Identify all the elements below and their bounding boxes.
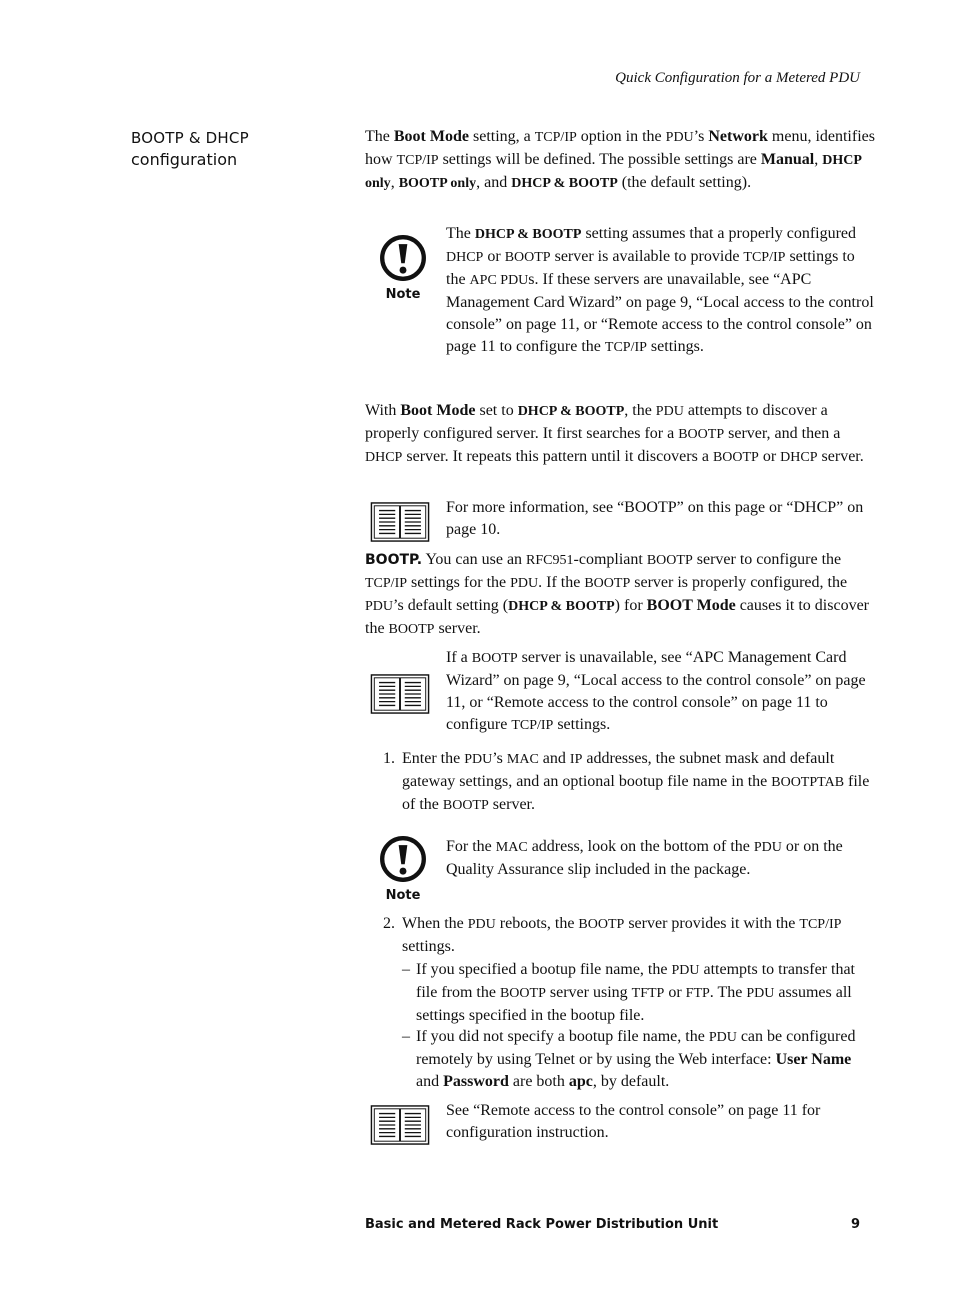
bootp-runin-heading: BOOTP.	[365, 552, 423, 568]
note-label: Note	[385, 287, 421, 302]
note-block-1	[368, 232, 438, 302]
note-text-2: For the MAC address, look on the bottom of the PDU or on the Quality Assurance slip included in the package.	[446, 838, 843, 878]
reference-text-2: If a BOOTP server is unavailable, see “APC Management Card Wizard” on page 9, “Local access to the control console” on page 11, or “Remote access to the control console” on page 11 to configure TCP/IP settings.	[446, 649, 866, 733]
bootp-paragraph: BOOTP. You can use an RFC951-compliant BOOTP server to configure the TCP/IP settings for the PDU. If the BOOTP server is properly configured, the PDU’s default setting (DHCP & BOOTP) for BOOT Mode causes it to discover the BOOTP server.	[365, 551, 869, 637]
book-reference-block-3	[370, 1105, 430, 1150]
sub-bullet-dash-2: –	[402, 1028, 410, 1045]
footer-title: Basic and Metered Rack Power Distribution Unit	[365, 1217, 719, 1232]
step-number-1: 1.	[383, 750, 395, 767]
reference-text-3: See “Remote access to the control console” on page 11 for configuration instruction.	[446, 1102, 821, 1141]
book-reference-icon	[370, 502, 430, 542]
sub-bullet-dash-1: –	[402, 961, 410, 978]
note-block-2	[368, 833, 438, 903]
note-text-1: The DHCP & BOOTP setting assumes that a properly configured DHCP or BOOTP server is available to provide TCP/IP settings to the APC PDUs. If these servers are unavailable, see “APC Management Card Wizard” on page 9, “Local access to the control console” on page 11, or “Remote access to the control console” on page 11 to configure the TCP/IP settings.	[446, 225, 874, 355]
page-number: 9	[850, 1217, 860, 1232]
book-reference-block-1	[370, 502, 430, 547]
book-reference-icon	[370, 674, 430, 714]
section-heading-line2: configuration	[131, 150, 238, 169]
intro-paragraph: The Boot Mode setting, a TCP/IP option in the PDU’s Network menu, identifies how TCP/IP settings will be defined. The possible settings are Manual, DHCP only, BOOTP only, and DHCP & BOOTP (the default setting).	[365, 128, 875, 191]
reference-text-1: For more information, see “BOOTP” on this page or “DHCP” on page 10.	[446, 499, 864, 538]
boot-mode-paragraph: With Boot Mode set to DHCP & BOOTP, the PDU attempts to discover a properly configured server. It first searches for a BOOTP server, and then a DHCP server. It repeats this pattern until it discovers a BOOTP or DHCP server.	[365, 402, 864, 465]
book-reference-icon	[370, 1105, 430, 1145]
section-heading-line1: BOOTP & DHCP	[131, 129, 249, 147]
note-exclamation-icon	[368, 833, 438, 885]
step-text-2: When the PDU reboots, the BOOTP server provides it with the TCP/IP settings.	[402, 915, 842, 955]
note-exclamation-icon	[368, 232, 438, 284]
note-label: Note	[385, 888, 421, 903]
book-reference-block-2	[370, 674, 430, 719]
step-text-1: Enter the PDU’s MAC and IP addresses, the subnet mask and default gateway settings, and an optional bootup file name in the BOOTPTAB file of the BOOTP server.	[402, 750, 870, 813]
section-heading	[131, 128, 331, 170]
sub-bullet-text-2: If you did not specify a bootup file name, the PDU can be configured remotely by using Telnet or by using the Web interface: User Name and Password are both apc, by default.	[416, 1028, 856, 1090]
running-header: Quick Configuration for a Metered PDU	[615, 70, 860, 86]
sub-bullet-text-1: If you specified a bootup file name, the PDU attempts to transfer that file from the BOOTP server using TFTP or FTP. The PDU assumes all settings specified in the bootup file.	[416, 961, 855, 1024]
step-number-2: 2.	[383, 915, 395, 932]
